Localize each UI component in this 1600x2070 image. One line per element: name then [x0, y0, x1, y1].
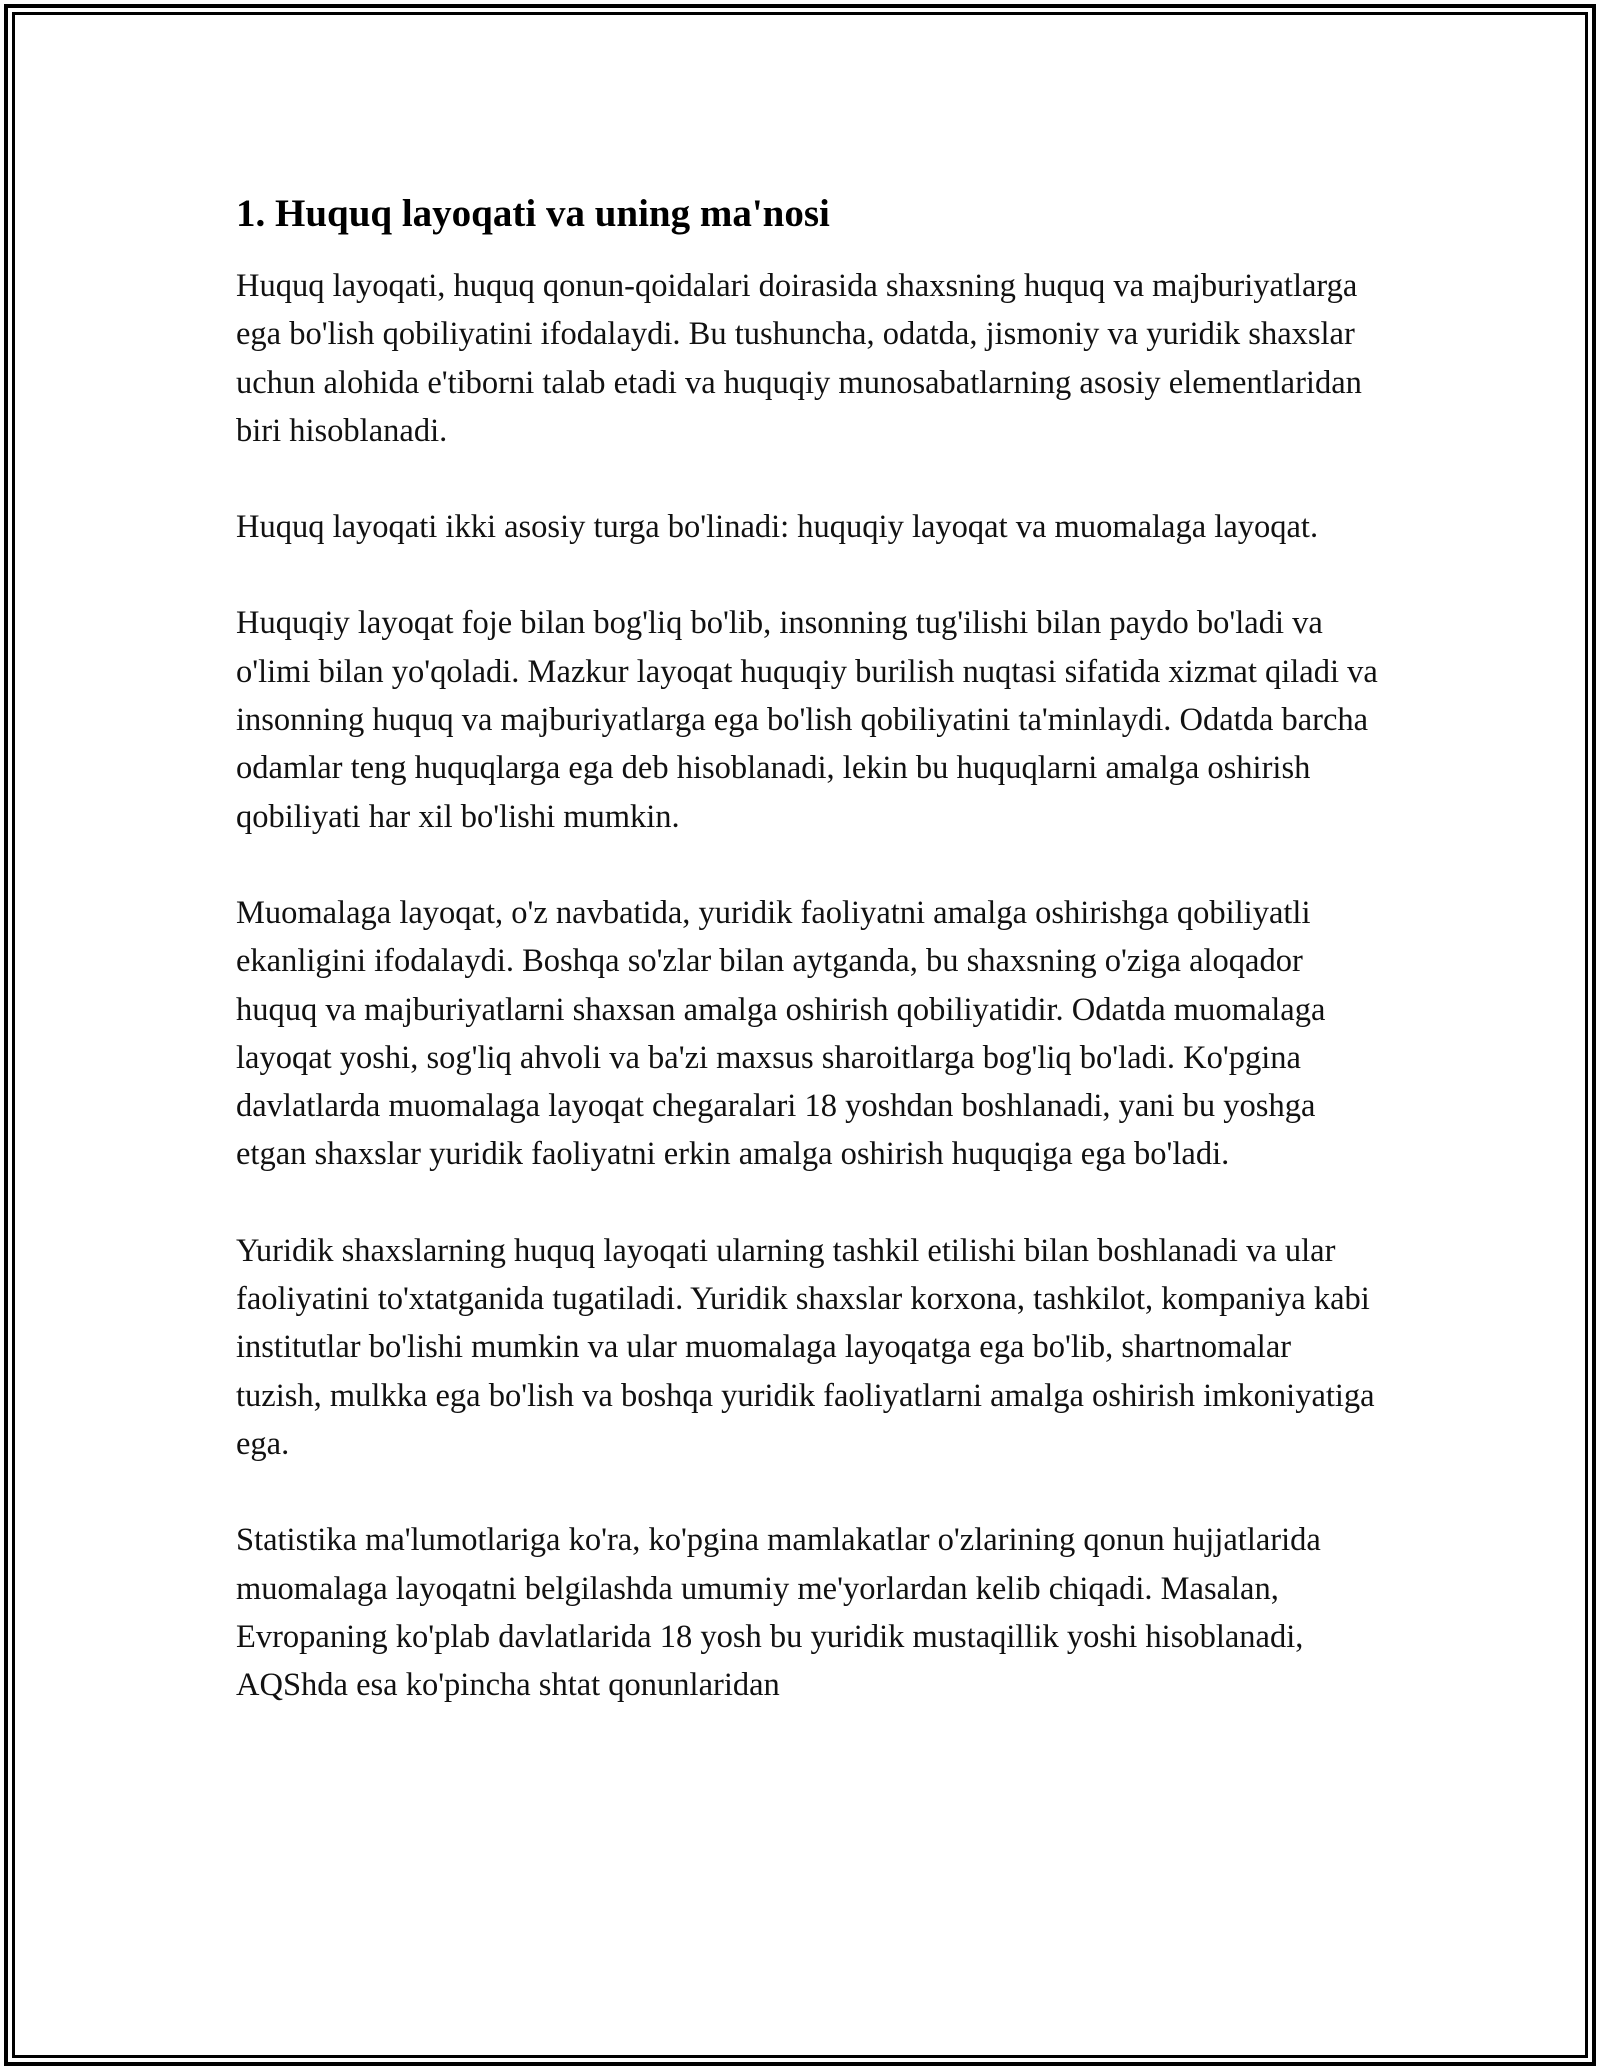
section-heading: 1. Huquq layoqati va uning ma'nosi	[236, 192, 830, 235]
document-body	[236, 186, 1382, 1709]
paragraph-legal-entities: Yuridik shaxslarning huquq layoqati ularning tashkil etilishi bilan boshlanadi va ular faoliyatini to'xtatganida tugatiladi. Yuridik shaxslar korxona, tashkilot, kompaniya kabi institutlar bo'lishi mumkin va ular muomalaga layoqatga ega bo'lib, shartnomalar tuzish, mulkka ega bo'lish va boshqa yuridik faoliyatlarni amalga oshirish imkoniyatiga ega.	[236, 1232, 1375, 1462]
paragraph-types: Huquq layoqati ikki asosiy turga bo'linadi: huquqiy layoqat va muomalaga layoqat.	[236, 509, 1319, 546]
paragraph-active-capacity: Muomalaga layoqat, o'z navbatida, yuridik faoliyatni amalga oshirishga qobiliyatli ekanligini ifodalaydi. Boshqa so'zlar bilan aytganda, bu shaxsning o'ziga aloqador huquq va majburiyatlarni shaxsan amalga oshirish qobiliyatidir. Odatda muomalaga layoqat yoshi, sog'liq ahvoli va ba'zi maxsus sharoitlarga bog'liq bo'ladi. Ko'pgina davlatlarda muomalaga layoqat chegaralari 18 yoshdan boshlanadi, yani bu yoshga etgan shaxslar yuridik faoliyatni erkin amalga oshirish huquqiga ega bo'ladi.	[236, 894, 1326, 1173]
paragraph-statistics: Statistika ma'lumotlariga ko'ra, ko'pgina mamlakatlar o'zlarining qonun hujjatlarida muomalaga layoqatni belgilashda umumiy me'yorlardan kelib chiqadi. Masalan, Evropaning ko'plab davlatlarida 18 yosh bu yuridik mustaqillik yoshi hisoblanadi, AQShda esa ko'pincha shtat qonunlaridan	[236, 1522, 1321, 1704]
paragraph-definition: Huquq layoqati, huquq qonun-qoidalari doirasida shaxsning huquq va majburiyatlarga ega bo'lish qobiliyatini ifodalaydi. Bu tushuncha, odatda, jismoniy va yuridik shaxslar uchun alohida e'tiborni talab etadi va huquqiy munosabatlarning asosiy elementlaridan biri hisoblanadi.	[236, 268, 1362, 449]
paragraph-legal-capacity: Huquqiy layoqat foje bilan bog'liq bo'lib, insonning tug'ilishi bilan paydo bo'ladi va o'limi bilan yo'qoladi. Mazkur layoqat huquqiy burilish nuqtasi sifatida xizmat qiladi va insonning huquq va majburiyatlarga ega bo'lish qobiliyatini ta'minlaydi. Odatda barcha odamlar teng huquqlarga ega deb hisoblanadi, lekin bu huquqlarni amalga oshirish qobiliyati har xil bo'lishi mumkin.	[236, 605, 1378, 835]
